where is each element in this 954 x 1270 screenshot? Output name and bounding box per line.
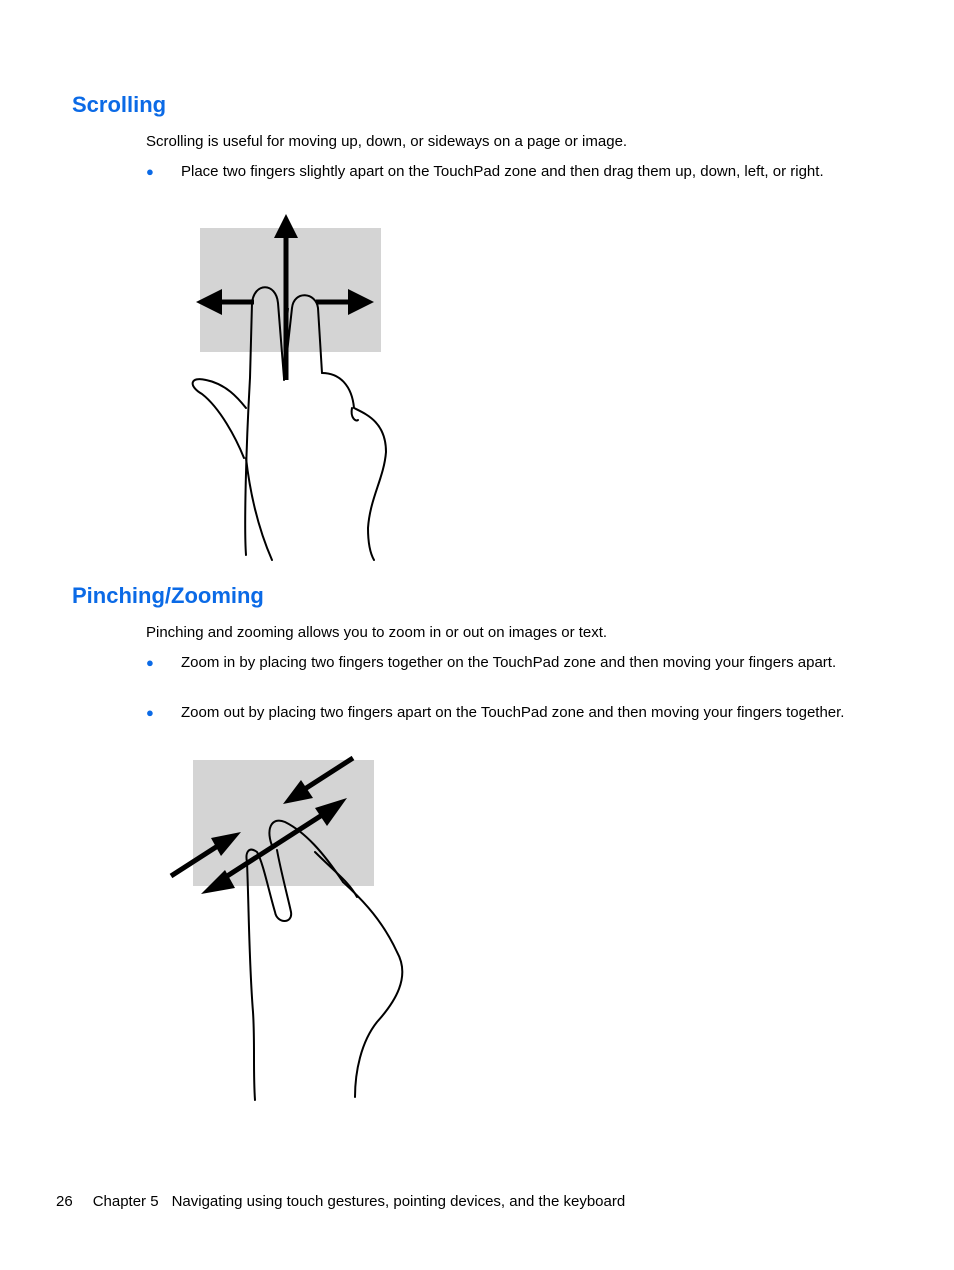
bullet-dot-icon: ● — [146, 655, 154, 670]
page-footer — [56, 1192, 625, 1211]
list-item — [146, 703, 846, 743]
touchpad-zone — [200, 228, 381, 352]
touchpad-zone — [193, 760, 374, 886]
section-heading-scrolling: Scrolling — [72, 92, 167, 117]
scrolling-intro: Scrolling is useful for moving up, down, or sideways on a page or image. — [146, 133, 628, 150]
bullet-text: Place two fingers slightly apart on the TouchPad zone and then drag them up, down, left, or right. — [181, 163, 824, 180]
pinching-intro: Pinching and zooming allows you to zoom in or out on images or text. — [146, 624, 608, 641]
chapter-label: Chapter 5 — [92, 1193, 159, 1210]
two-finger-scroll-figure — [180, 208, 410, 563]
two-finger-pinch-figure — [165, 752, 420, 1107]
bullet-dot-icon: ● — [146, 705, 154, 720]
page-number: 26 — [56, 1193, 73, 1210]
arrow-up-icon — [274, 214, 298, 238]
bullet-dot-icon: ● — [146, 164, 154, 179]
section-heading-pinching-zooming: Pinching/Zooming — [72, 583, 264, 608]
list-item — [146, 653, 846, 693]
list-item — [146, 162, 846, 202]
bullet-text: Zoom out by placing two fingers apart on the TouchPad zone and then moving your fingers together. — [181, 704, 845, 721]
bullet-text: Zoom in by placing two fingers together on the TouchPad zone and then moving your fingers apart. — [181, 654, 837, 671]
chapter-title: Navigating using touch gestures, pointing devices, and the keyboard — [171, 1193, 626, 1210]
